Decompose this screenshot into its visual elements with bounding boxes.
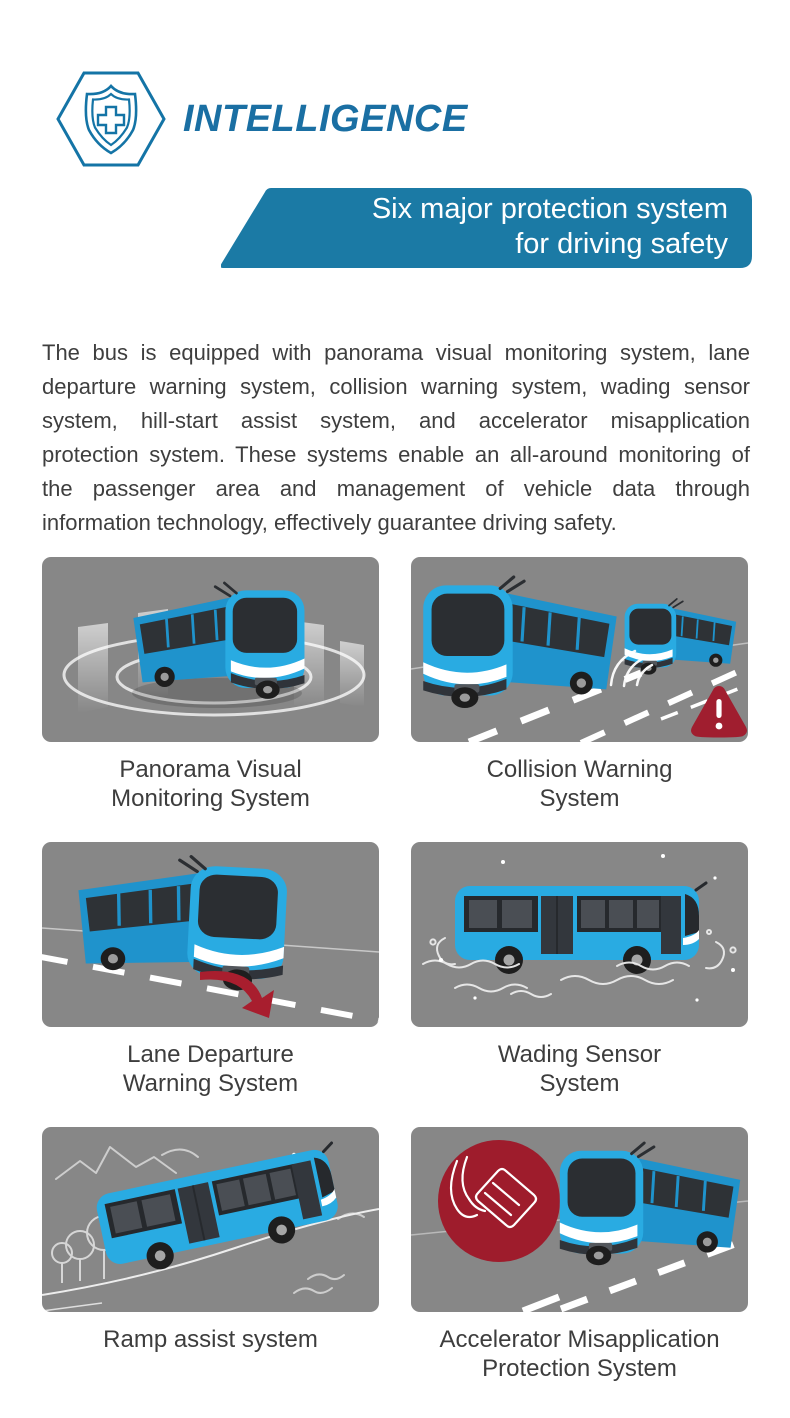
system-card-wading <box>411 842 748 1098</box>
system-card-panorama <box>42 557 379 813</box>
caption-line: System <box>539 1070 620 1097</box>
accelerator-panel <box>411 1127 748 1312</box>
wading-caption <box>411 1040 748 1098</box>
banner-line-1: Six major protection system <box>371 193 728 225</box>
lane-departure-caption <box>42 1040 379 1098</box>
lane-departure-panel <box>42 842 379 1027</box>
system-card-ramp <box>42 1127 379 1383</box>
banner-line-2: for driving safety <box>515 228 728 260</box>
caption-line: Protection System <box>482 1355 677 1382</box>
hexagon-shield-cross-icon <box>55 68 167 170</box>
system-card-collision <box>411 557 748 813</box>
caption-line: Lane Departure <box>127 1041 294 1068</box>
collision-caption <box>411 755 748 813</box>
foot-pedal-red-circle-bus-illustration <box>411 1127 748 1312</box>
ramp-panel <box>42 1127 379 1312</box>
panorama-caption <box>42 755 379 813</box>
bus-radar-rings-illustration <box>42 557 379 742</box>
two-buses-warning-triangle-illustration <box>411 557 748 742</box>
banner <box>221 188 752 268</box>
accelerator-caption <box>411 1325 748 1383</box>
warning-triangle-icon <box>691 686 747 738</box>
ramp-caption <box>42 1325 379 1354</box>
caption-line: Collision Warning <box>486 756 673 783</box>
caption-line: Warning System <box>122 1070 299 1097</box>
collision-panel <box>411 557 748 742</box>
bus-uphill-slope-illustration <box>42 1127 379 1312</box>
bus-crossing-lane-red-arrow-illustration <box>42 842 379 1027</box>
system-card-lane-departure <box>42 842 379 1098</box>
page-title: INTELLIGENCE <box>183 97 468 140</box>
bus-in-water-splash-illustration <box>411 842 748 1027</box>
intro-paragraph: The bus is equipped with panorama visual monitoring system, lane departure warning system, collision warning system, wading sensor system, hill-start assist system, and accelerator misapplication protection system. These systems enable an all-around monitoring of the passenger area and management of vehicle data through information technology, effectively guarantee driving safety. <box>42 340 750 535</box>
caption-line: Accelerator Misapplication <box>439 1326 720 1353</box>
panorama-panel <box>42 557 379 742</box>
caption-line: Ramp assist system <box>103 1326 318 1353</box>
wading-panel <box>411 842 748 1027</box>
foot-pedal-icon <box>438 1140 560 1262</box>
banner-text <box>372 192 728 262</box>
systems-grid <box>42 557 748 1383</box>
header <box>55 68 468 170</box>
caption-line: Wading Sensor <box>497 1041 662 1068</box>
caption-line: System <box>539 785 620 812</box>
system-card-accelerator <box>411 1127 748 1383</box>
caption-line: Panorama Visual <box>119 756 302 783</box>
caption-line: Monitoring System <box>111 785 310 812</box>
